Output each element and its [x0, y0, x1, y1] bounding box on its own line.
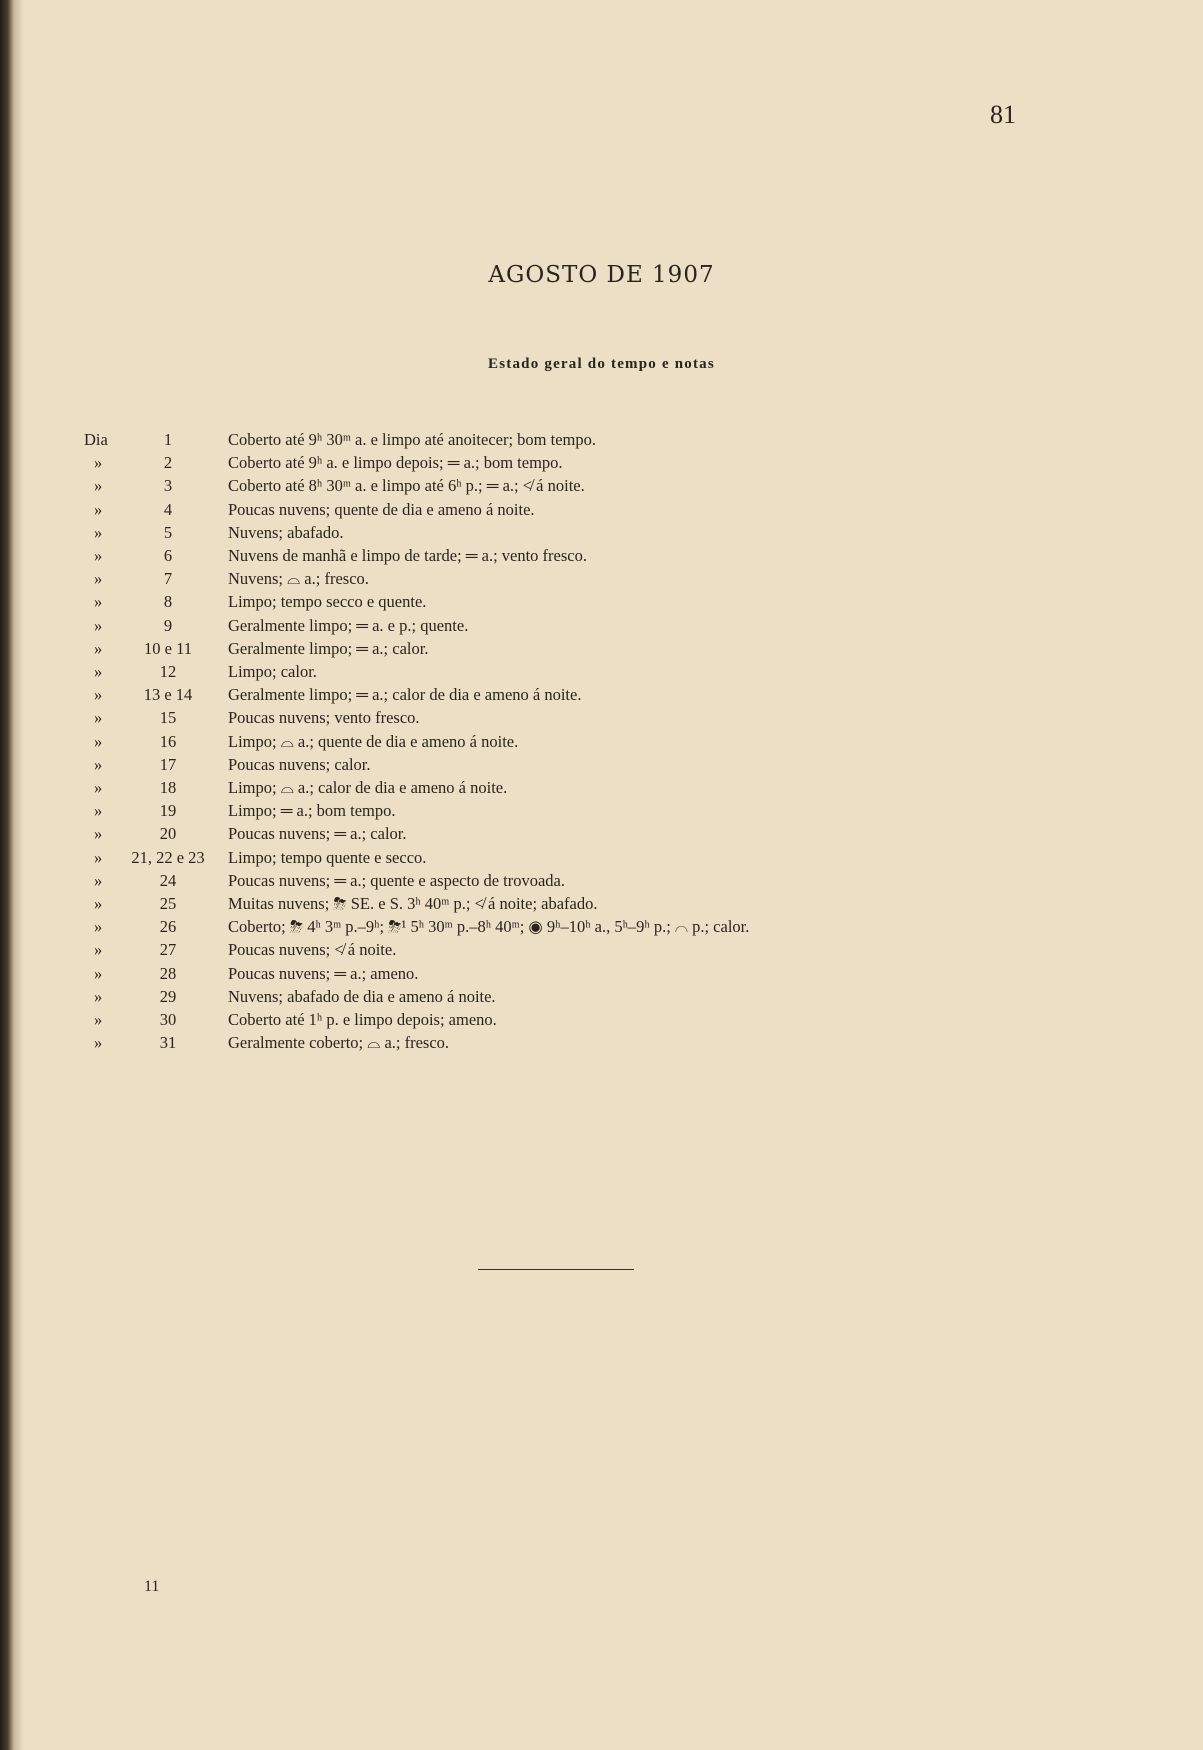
day-number: 25 — [159, 894, 177, 913]
weather-description: Nuvens; abafado. — [228, 522, 344, 542]
ditto-mark: » — [94, 685, 103, 705]
day-number: 20 — [159, 824, 177, 844]
ditto-mark: » — [94, 754, 103, 774]
weather-description: Geralmente coberto; ⌓ a.; fresco. — [228, 1033, 450, 1053]
section-subtitle: Estado geral do tempo e notas — [488, 356, 715, 372]
weather-description: Coberto até 8ʰ 30ᵐ a. e limpo até 6ʰ p.; ═ a.; ≮ á noite. — [228, 476, 585, 496]
day-number: 18 — [159, 778, 177, 797]
ditto-mark: » — [94, 1033, 103, 1053]
page-title: AGOSTO DE 1907 — [488, 262, 715, 288]
day-number: 4 — [163, 499, 173, 519]
day-number: 12 — [159, 662, 177, 681]
ditto-mark: » — [94, 708, 103, 728]
list-item — [0, 871, 1203, 894]
weather-description: Geralmente limpo; ═ a.; calor de dia e ameno á noite. — [228, 685, 582, 705]
day-number: 27 — [159, 940, 177, 960]
weather-description: Poucas nuvens; vento fresco. — [228, 708, 420, 728]
list-item — [0, 778, 1203, 801]
ditto-mark: » — [94, 940, 103, 960]
list-item — [0, 546, 1203, 569]
list-item — [0, 940, 1203, 963]
day-number: 3 — [163, 476, 173, 496]
list-item — [0, 732, 1203, 755]
weather-description: Poucas nuvens; ═ a.; quente e aspecto de trovoada. — [228, 870, 566, 890]
weather-description: Poucas nuvens; calor. — [228, 754, 371, 774]
list-item — [0, 592, 1203, 615]
list-item — [0, 708, 1203, 731]
ditto-mark: » — [94, 824, 103, 844]
ditto-mark: » — [94, 1010, 103, 1029]
list-item — [0, 1033, 1203, 1056]
list-item — [0, 662, 1203, 685]
list-item — [0, 917, 1203, 940]
weather-description: Limpo; tempo quente e secco. — [228, 847, 427, 867]
weather-description: Poucas nuvens; ≮ á noite. — [228, 940, 397, 960]
weather-description: Coberto até 9ʰ 30ᵐ a. e limpo até anoitecer; bom tempo. — [228, 430, 597, 449]
weather-description: Nuvens; abafado de dia e ameno á noite. — [228, 986, 496, 1006]
ditto-mark: » — [94, 731, 103, 751]
weather-description: Limpo; ═ a.; bom tempo. — [228, 801, 396, 821]
ditto-mark: » — [94, 592, 103, 612]
ditto-mark: » — [94, 801, 103, 821]
ditto-mark: » — [94, 522, 103, 542]
ditto-mark: » — [94, 453, 103, 473]
day-number: 9 — [163, 615, 173, 635]
signature-mark: 11 — [144, 1578, 160, 1595]
list-item — [0, 894, 1203, 917]
weather-description: Poucas nuvens; ═ a.; calor. — [228, 824, 407, 844]
ditto-mark: » — [94, 986, 103, 1006]
day-number: 28 — [159, 963, 177, 983]
list-item — [0, 801, 1203, 824]
day-number: 17 — [159, 754, 177, 774]
ditto-mark: » — [94, 778, 103, 797]
day-number: 13 e 14 — [143, 685, 193, 705]
weather-description: Muitas nuvens; ⛈ SE. e S. 3ʰ 40ᵐ p.; ≮ á noite; abafado. — [228, 894, 598, 913]
ditto-mark: » — [94, 546, 103, 565]
ditto-mark: » — [94, 569, 103, 589]
ditto-mark: » — [94, 476, 103, 496]
list-item — [0, 500, 1203, 523]
weather-description: Nuvens; ⌓ a.; fresco. — [228, 569, 369, 589]
weather-description: Poucas nuvens; ═ a.; ameno. — [228, 963, 419, 983]
list-item — [0, 755, 1203, 778]
day-number: 19 — [159, 801, 177, 821]
weather-description: Coberto até 1ʰ p. e limpo depois; ameno. — [228, 1010, 497, 1029]
weather-description: Nuvens de manhã e limpo de tarde; ═ a.; vento fresco. — [228, 546, 587, 565]
ditto-mark: » — [94, 963, 103, 983]
ditto-mark: » — [94, 894, 103, 913]
day-number: 29 — [159, 986, 177, 1006]
list-item — [0, 453, 1203, 476]
day-number: 8 — [163, 592, 173, 612]
day-number: 30 — [159, 1010, 177, 1029]
ditto-mark: » — [94, 638, 103, 658]
day-number: 2 — [163, 453, 173, 473]
list-item — [0, 639, 1203, 662]
weather-description: Coberto; ⛈ 4ʰ 3ᵐ p.–9ʰ; ⛈¹ 5ʰ 30ᵐ p.–8ʰ 40ᵐ; ◉ 9ʰ–10ʰ a., 5ʰ–9ʰ p.; ⌒ p.; calor. — [228, 917, 750, 937]
list-item — [0, 964, 1203, 987]
day-number: 31 — [159, 1033, 177, 1053]
list-item — [0, 569, 1203, 592]
day-number: 1 — [163, 430, 173, 449]
list-item — [0, 848, 1203, 871]
ditto-mark: » — [94, 662, 103, 681]
list-item — [0, 616, 1203, 639]
weather-description: Poucas nuvens; quente de dia e ameno á noite. — [228, 499, 535, 519]
list-item — [0, 430, 1203, 453]
day-number: 15 — [159, 708, 177, 728]
ditto-mark: » — [94, 847, 103, 867]
day-number: 21, 22 e 23 — [131, 847, 205, 867]
weather-description: Limpo; ⌓ a.; quente de dia e ameno á noite. — [228, 731, 519, 751]
weather-description: Geralmente limpo; ═ a. e p.; quente. — [228, 615, 469, 635]
day-number: 26 — [159, 917, 177, 937]
weather-description: Coberto até 9ʰ a. e limpo depois; ═ a.; bom tempo. — [228, 453, 563, 473]
weather-description: Limpo; calor. — [228, 662, 317, 681]
day-number: 7 — [163, 569, 173, 589]
day-number: 10 e 11 — [144, 638, 192, 658]
list-item — [0, 523, 1203, 546]
ditto-mark: » — [94, 870, 103, 890]
day-label: Dia — [84, 430, 108, 449]
weather-description: Geralmente limpo; ═ a.; calor. — [228, 638, 429, 658]
ditto-mark: » — [94, 917, 103, 937]
list-item — [0, 1010, 1203, 1033]
ditto-mark: » — [94, 615, 103, 635]
day-number: 24 — [159, 870, 177, 890]
list-item — [0, 824, 1203, 847]
ditto-mark: » — [94, 499, 103, 519]
day-number: 16 — [159, 731, 177, 751]
weather-description: Limpo; tempo secco e quente. — [228, 592, 427, 612]
day-number: 6 — [163, 546, 173, 565]
weather-description: Limpo; ⌓ a.; calor de dia e ameno á noite. — [228, 778, 508, 797]
list-item — [0, 685, 1203, 708]
day-number: 5 — [163, 522, 173, 542]
list-item — [0, 987, 1203, 1010]
page-number: 81 — [990, 100, 1016, 129]
closing-rule — [478, 1269, 634, 1270]
list-item — [0, 476, 1203, 499]
